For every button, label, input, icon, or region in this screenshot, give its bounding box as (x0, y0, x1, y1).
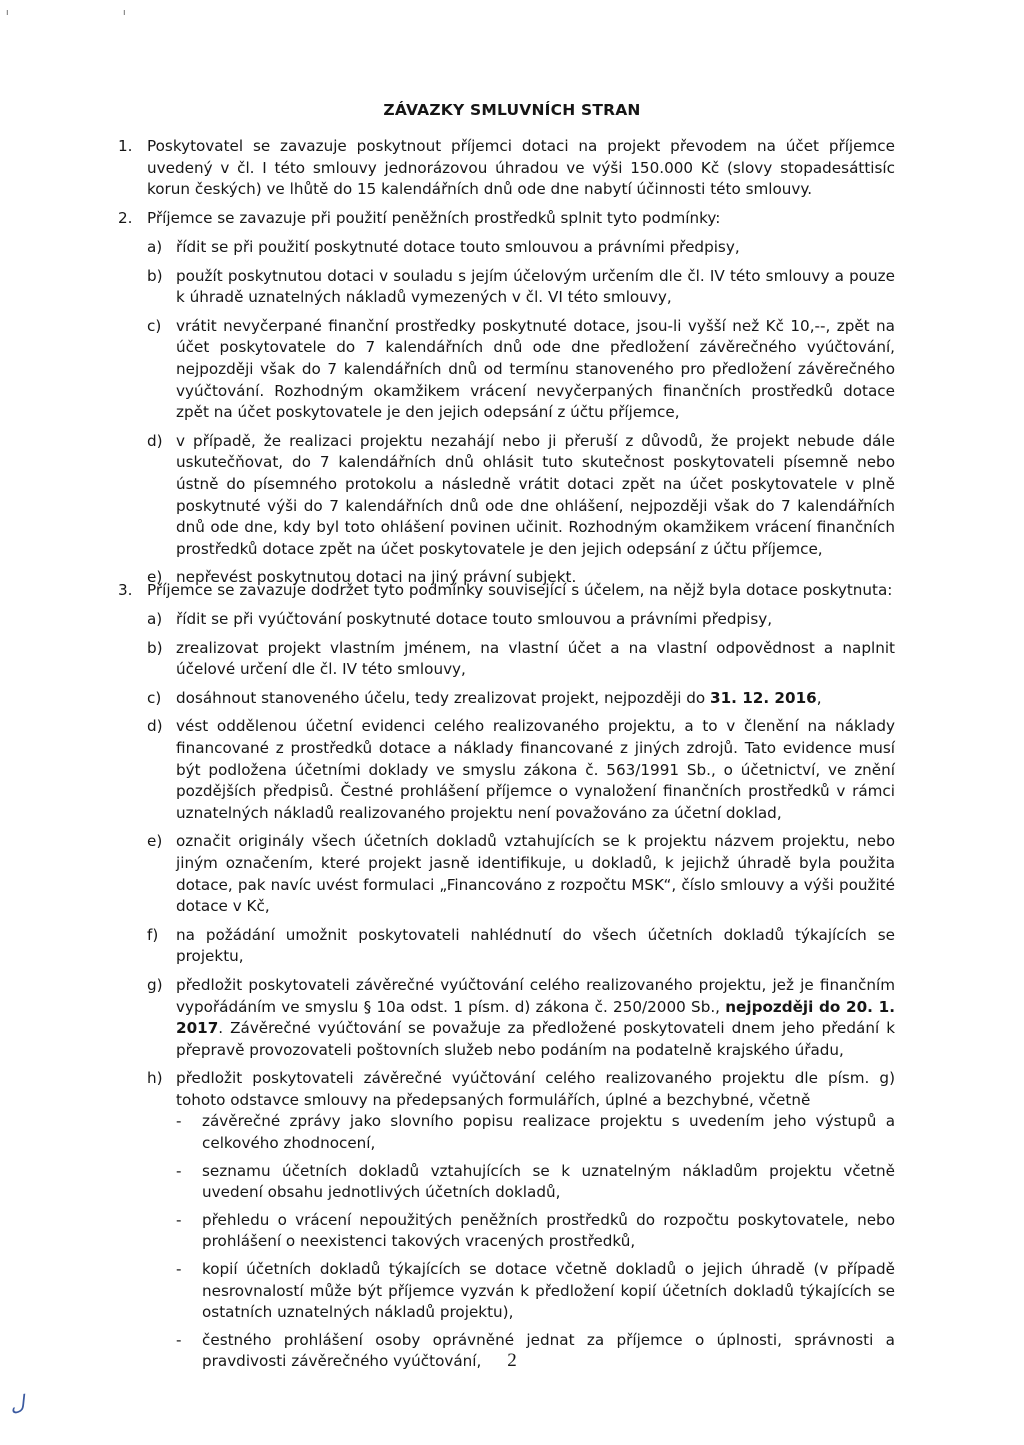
dash-item-text: čestného prohlášení osoby oprávněné jednat za příjemce o úplnosti, správnosti a pravdivosti závěrečného vyúčtování, (202, 1330, 895, 1371)
dash-item: - čestného prohlášení osoby oprávněné jednat za příjemce o úplnosti, správnosti a pravdivosti závěrečného vyúčtování, (176, 1330, 895, 1371)
scan-mark: ı (6, 8, 9, 18)
scan-mark: ı (123, 8, 126, 18)
item-label: c) (147, 688, 162, 707)
deadline-date: 31. 12. 2016 (710, 688, 817, 707)
item-label: b) (147, 638, 163, 657)
item-label: d) (147, 717, 163, 736)
section-3-intro: Příjemce se zavazuje dodržet tyto podmínky související s účelem, na nějž byla dotace poskytnuta: (147, 581, 893, 599)
item-text: zrealizovat projekt vlastním jménem, na vlastní účet a na vlastní odpovědnost a naplnit účelové určení dle čl. IV této smlouvy, (176, 638, 895, 679)
item-label: e) (147, 568, 163, 587)
dash-list (176, 1111, 895, 1373)
deadline-date: nejpozději do 20. 1. 2017 (176, 997, 895, 1038)
section-1-number: 1. (118, 137, 133, 155)
section-2-number: 2. (118, 209, 133, 227)
list-item (147, 638, 895, 681)
item-text: vrátit nevyčerpané finanční prostředky poskytnuté dotace, jsou-li vyšší než Kč 10,--, zpět na účet poskytovatele do 7 kalendářních dnů ode dne předložení závěrečného vyúčtování, nejpozději však do 7 kalendářních dnů od termínu stanoveného pro předložení závěrečného vyúčtování. Rozhodným okamžikem vrácení nevyčerpaných finančních prostředků dotace zpět na účet poskytovatele je den jejich odepsání z účtu příjemce, (176, 316, 895, 422)
item-text: nepřevést poskytnutou dotaci na jiný právní subjekt. (176, 568, 577, 587)
list-item (147, 688, 895, 710)
item-text: vést oddělenou účetní evidenci celého realizovaného projektu, a to v členění na náklady financované z prostředků dotace a náklady financované z jiných zdrojů. Tato evidence musí být podložena účetními doklady ve smyslu zákona č. 563/1991 Sb., o účetnictví, ve znění pozdějších předpisů. Čestné prohlášení příjemce o vynaložení finančních prostředků v rámci uznatelných nákladů realizovaného projektu není považováno za účetní doklad, (176, 717, 895, 822)
item-text: předložit poskytovateli závěrečné vyúčtování celého realizovaného projektu dle písm. g) tohoto odstavce smlouvy na předepsaných formulářích, úplné a bezchybné, včetně (176, 1069, 895, 1109)
item-label: g) (147, 975, 163, 994)
item-text: označit originály všech účetních dokladů vztahujících se k projektu názvem projektu, nebo jiným označením, které projekt jasně identifikuje, u dokladů, k jejichž úhradě byla použita dotace, pak navíc uvést formulaci „Financováno z rozpočtu MSK“, číslo smlouvy a výši použité dotace v Kč, (176, 832, 895, 916)
handwritten-mark: ل (8, 1390, 27, 1416)
section-1-text: Poskytovatel se zavazuje poskytnout příjemci dotaci na projekt převodem na účet příjemce uvedený v čl. I této smlouvy jednorázovou úhradou ve výši 150.000 Kč (slovy stopadesáttisíc korun českých) ve lhůtě do 15 kalendářních dnů ode dne nabytí účinnosti této smlouvy. (147, 137, 895, 199)
list-item (147, 925, 895, 968)
list-item (147, 609, 895, 631)
section-2-intro: Příjemce se zavazuje při použití peněžních prostředků splnit tyto podmínky: (147, 209, 721, 227)
item-text: použít poskytnutou dotaci v souladu s jejím účelovým určením dle čl. IV této smlouvy a pouze k úhradě uznatelných nákladů vymezených v čl. VI této smlouvy, (176, 266, 895, 307)
list-item (147, 237, 895, 259)
section-3-list (147, 609, 895, 1380)
dash-item: - závěrečné zprávy jako slovního popisu realizace projektu s uvedením jeho výstupů a celkového zhodnocení, (176, 1112, 895, 1153)
list-item (147, 431, 895, 561)
dash-item-text: přehledu o vrácení nepoužitých peněžních prostředků do rozpočtu poskytovatele, nebo prohlášení o neexistenci takových vracených prostředků, (202, 1210, 895, 1251)
list-item (147, 266, 895, 309)
list-item (147, 716, 895, 824)
item-text: předložit poskytovateli závěrečné vyúčtování celého realizovaného projektu, jež je finančním vypořádáním ve smyslu § 10a odst. 1 písm. d) zákona č. 250/2000 Sb., (176, 975, 895, 1016)
item-text: řídit se při vyúčtování poskytnuté dotace touto smlouvou a právními předpisy, (176, 610, 773, 628)
item-text: , (816, 688, 822, 707)
item-text: dosáhnout stanoveného účelu, tedy zrealizovat projekt, nejpozději do (176, 688, 711, 707)
list-item (147, 316, 895, 424)
dash-item: - přehledu o vrácení nepoužitých peněžních prostředků do rozpočtu poskytovatele, nebo prohlášení o neexistenci takových vracených prostředků, (176, 1210, 895, 1251)
dash-item-text: seznamu účetních dokladů vztahujících se k uznatelným nákladům projektu včetně uvedení obsahu jednotlivých účetních dokladů, (202, 1161, 895, 1202)
dash-item-text: kopií účetních dokladů týkajících se dotace včetně dokladů o jejich úhradě (v případě nesrovnalostí může být příjemce vyzván k předložení kopií účetních dokladů týkajících se ostatních uznatelných nákladů projektu), (202, 1260, 895, 1322)
item-label: d) (147, 431, 163, 450)
page-number: 2 (507, 1350, 517, 1371)
dash-item: - kopií účetních dokladů týkajících se dotace včetně dokladů o jejich úhradě (v případě nesrovnalostí může být příjemce vyzván k předložení kopií účetních dokladů týkajících se ostatních uznatelných nákladů projektu), (176, 1260, 895, 1322)
item-text: řídit se při použití poskytnuté dotace touto smlouvou a právními předpisy, (176, 238, 740, 256)
item-label: a) (147, 610, 163, 628)
item-text: v případě, že realizaci projektu nezahájí nebo ji přeruší z důvodů, že projekt nebude dále uskutečňovat, do 7 kalendářních dnů ohlásit tuto skutečnost poskytovateli písemně nebo ústně do písemného protokolu a následně vrátit dotaci zpět na účet poskytovatele v plně poskytnuté výši do 7 kalendářních dnů ode dne ohlášení, nejpozději však do 7 kalendářních dnů ode dne, kdy byl toto ohlášení povinen učinit. Rozhodným okamžikem vrácení finančních prostředků dotace zpět na účet poskytovatele je den jejich odepsání z účtu příjemce, (176, 431, 895, 558)
section-3-number: 3. (118, 581, 133, 599)
item-label: e) (147, 832, 163, 851)
section-2-list (147, 237, 895, 596)
dash-item-text: závěrečné zprávy jako slovního popisu realizace projektu s uvedením jeho výstupů a celkového zhodnocení, (202, 1112, 895, 1153)
item-text: na požádání umožnit poskytovateli nahlédnutí do všech účetních dokladů týkajících se projektu, (176, 925, 895, 966)
item-label: c) (147, 316, 162, 335)
item-text: . Závěrečné vyúčtování se považuje za předložené poskytovateli dnem jeho předání k přepravě provozovateli poštovních služeb nebo podáním na podatelně krajského úřadu, (176, 1019, 895, 1059)
item-label: a) (147, 238, 163, 256)
list-item (147, 1068, 895, 1373)
list-item (147, 831, 895, 917)
section-heading: ZÁVAZKY SMLUVNÍCH STRAN (383, 101, 641, 119)
dash-item: - seznamu účetních dokladů vztahujících se k uznatelným nákladům projektu včetně uvedení obsahu jednotlivých účetních dokladů, (176, 1161, 895, 1202)
item-label: h) (147, 1069, 163, 1088)
item-label: f) (147, 925, 159, 944)
item-label: b) (147, 266, 163, 285)
list-item (147, 975, 895, 1061)
